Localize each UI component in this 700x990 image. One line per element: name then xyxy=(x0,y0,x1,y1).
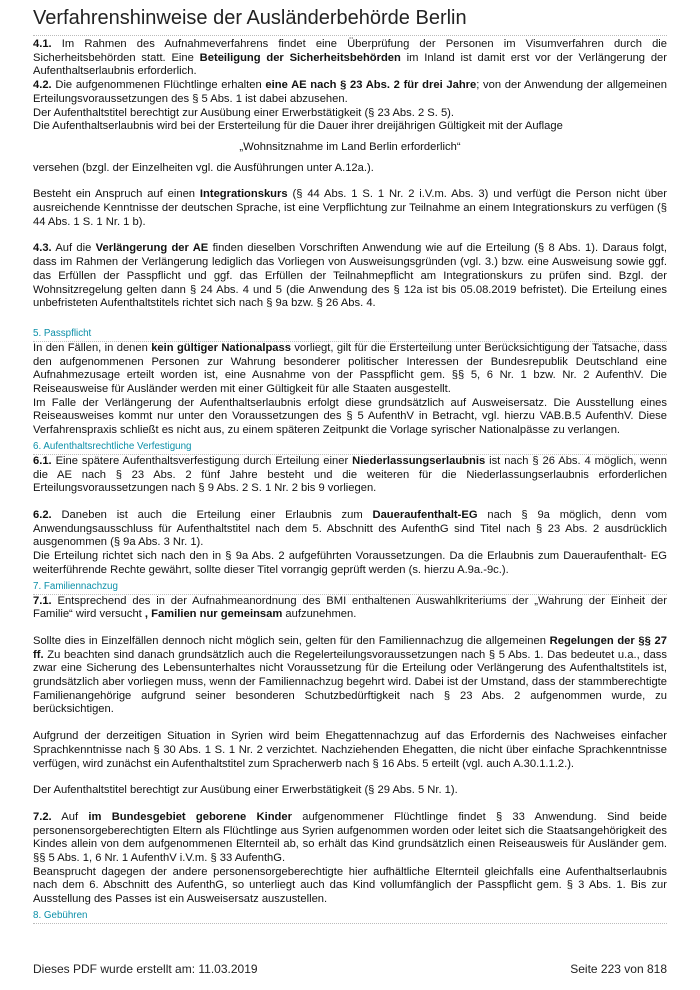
employment-permission-paragraph: Der Aufenthaltstitel berechtigt zur Ausübung einer Erwerbstätigkeit (§ 29 Abs. 5 Nr. 1). xyxy=(33,784,458,797)
paragraph-7-2: 7.2. Auf im Bundesgebiet geborene Kinder aufgenommener Flüchtlinge findet § 33 Anwendung. Sind beide personensorgeberechtigten Eltern als Flüchtlinge aus Syrien aufgenommen worden oder leitet sich die Staatsangehörigkeit des Kindes allein von dem aufgenommenen Elternteil ab, so erhält das Kind grundsätzlich einen Reiseausweis für Ausländer gem. §§ 5 Abs. 1, 6 Nr. 1 AufenthV i.V.m. § 33 AufenthG. xyxy=(33,810,667,865)
paragraph-4-2: 4.2. Die aufgenommenen Flüchtlinge erhalten eine AE nach § 23 Abs. 2 für drei Jahre; von der Anwendung der allgemeinen Erteilungsvoraussetzungen des § 5 Abs. 1 ist dabei abzusehen. xyxy=(33,79,667,105)
paragraph-number: 6.2. xyxy=(33,508,52,521)
paragraph-4-1: 4.1. Im Rahmen des Aufnahmeverfahrens findet eine Überprüfung der Personen im Visumverfahren durch die Sicherheitsbehörden statt. Eine Beteiligung der Sicherheitsbehörden im Inland ist damit erst vor der Verlängerung der Aufenthaltserlaubnis erforderlich. xyxy=(33,38,667,78)
passport-extension-paragraph: Im Falle der Verlängerung der Aufenthaltserlaubnis erfolgt diese grundsätzlich auf Ausweisersatz. Die Ausstellung eines Reiseausweises kommt nur unter den Voraussetzungen des § 5 AufenthV in Betracht, vgl. hierzu VAB.B.5 AufenthV. Diese Verfahrenspraxis schließt es nicht aus, zu einem späteren Zeitpunkt die Vorlage syrischer Nationalpässe zu verlangen. xyxy=(33,396,667,437)
paragraph-number: 6.1. xyxy=(33,454,52,467)
integration-course-paragraph: Besteht ein Anspruch auf einen Integrationskurs (§ 44 Abs. 1 S. 1 Nr. 2 i.V.m. Abs. 3) und verfügt die Person nicht über ausreichende Kenntnisse der deutschen Sprache, ist eine Verpflichtung zur Teilnahme an einem Integrationskurs zu verfügen (§ 44 Abs. 1 S. 1 Nr. 1 b). xyxy=(33,188,668,228)
paragraph-6-1: 6.1. Eine spätere Aufenthaltsverfestigung durch Erteilung einer Niederlassungserlaubnis ist nach § 26 Abs. 4 möglich, wenn die AE nach § 23 Abs. 2 fünf Jahre besteht und die weiteren für die Niederlassungserlaubnis erforderlichen Erteilungsvoraussetzungen nach § 9 Abs. 2 S. 1 Nr. 2 bis 9 vorliegen. xyxy=(33,454,667,495)
passport-obligation-paragraph: Beansprucht dagegen der andere personensorgeberechtigte hier aufhältliche Elternteil gleichfalls eine Aufenthaltserlaubnis nach dem 6. Abschnitt des AufenthG, so unterliegt auch das Kind vollumfänglich der Passpflicht gem. § 3 Abs. 1. Bis zur Ausstellung des Passes ist ein Ausweisersatz auszustellen. xyxy=(33,865,667,906)
paragraph-6-2: 6.2. Daneben ist auch die Erteilung einer Erlaubnis zum Daueraufenthalt-EG nach § 9a möglich, denn vom Anwendungsausschluss für Aufenthaltstitel nach dem 5. Abschnitt des AufenthG sind Titel nach § 23 Abs. 2 ausdrücklich ausgenommen (§ 9a Abs. 3 Nr. 1). xyxy=(33,508,667,549)
page-footer xyxy=(33,962,667,976)
section-heading-familiennachzug: 7. Familiennachzug xyxy=(33,580,667,595)
residence-condition-outro: versehen (bzgl. der Einzelheiten vgl. die Ausführungen unter A.12a.). xyxy=(33,161,374,174)
paragraph-number: 4.2. xyxy=(33,79,52,92)
residence-condition-quote: „Wohnsitznahme im Land Berlin erforderlich“ xyxy=(239,140,461,153)
document-body xyxy=(33,38,667,924)
section-heading-passpflicht: 5. Passpflicht xyxy=(33,327,667,342)
family-rules-paragraph: Sollte dies in Einzelfällen dennoch nicht möglich sein, gelten für den Familiennachzug die allgemeinen Regelungen der §§ 27 ff. Zu beachten sind danach grundsätzlich auch die Regelerteilungsvoraussetzungen nach § 5 Abs. 1. Das bedeutet u.a., dass zwar eine Sicherung des Lebensunterhaltes nicht Voraussetzung für die Erteilung oder Verlängerung des Aufenthaltstitels ist, grundsätzlich aber vorliegen muss, wenn der Familiennachzug begehrt wird. Dabei ist der Umstand, dass der stammberechtigte Familienangehörige aufgrund seiner besonderen Schutzbedürftigkeit nach § 23 Abs. 2 aufgenommen wurde, zu berücksichtigen. xyxy=(33,634,667,716)
paragraph-7-1: 7.1. Entsprechend des in der Aufnahmeanordnung des BMI enthaltenen Auswahlkriteriums der „Wahrung der Einheit der Familie“ wird versucht , Familien nur gemeinsam aufzunehmen. xyxy=(33,594,667,621)
paragraph-number: 4.1. xyxy=(33,38,52,50)
section-heading-verfestigung: 6. Aufenthaltsrechtliche Verfestigung xyxy=(33,440,667,455)
header-divider xyxy=(33,35,667,36)
employment-note: Der Aufenthaltstitel berechtigt zur Ausübung einer Erwerbstätigkeit (§ 23 Abs. 2 S. 5). xyxy=(33,106,455,119)
page-title: Verfahrenshinweise der Ausländerbehörde Berlin xyxy=(33,7,467,29)
spouse-language-paragraph: Aufgrund der derzeitigen Situation in Syrien wird beim Ehegattennachzug auf das Erfordernis des Nachweises einfacher Sprachkenntnisse nach § 30 Abs. 1 S. 1 Nr. 2 verzichtet. Nachziehenden Ehegatten, die nicht über einfache Sprachkenntnisse verfügen, wird zunächst ein Aufenthaltstitel zum Spracherwerb nach § 16 Abs. 5 erteilt (vgl. auch A.30.1.1.2.). xyxy=(33,730,667,770)
section-heading-gebuehren: 8. Gebühren xyxy=(33,909,667,924)
created-date: Dieses PDF wurde erstellt am: 11.03.2019 xyxy=(33,962,258,976)
residence-condition-intro: Die Aufenthaltserlaubnis wird bei der Ersterteilung für die Dauer ihrer dreijährigen Gültigkeit mit der Auflage xyxy=(33,120,563,133)
paragraph-number: 4.3. xyxy=(33,242,52,255)
paragraph-number: 7.2. xyxy=(33,810,52,823)
paragraph-number: 7.1. xyxy=(33,594,52,607)
page-number: Seite 223 von 818 xyxy=(570,962,667,976)
passport-paragraph: In den Fällen, in denen kein gültiger Nationalpass vorliegt, gilt für die Ersterteilung unter Berücksichtigung der Tatsache, dass den aufgenommenen Personen zur Wahrung besonderer politischer Interessen der Bundesrepublik Deutschland eine Aufnahmezusage erteilt worden ist, eine Ausnahme von der Passpflicht gem. §§ 5, 6 Nr. 1 bzw. Nr. 2 AufenthV. Die Reiseausweise für Ausländer werden mit einer Gültigkeit für alle Staaten ausgestellt. xyxy=(33,341,668,396)
permanent-residence-paragraph: Die Erteilung richtet sich nach den in § 9a Abs. 2 aufgeführten Voraussetzungen. Da die Erlaubnis zum Daueraufenthalt- EG weiterführende Rechte gewährt, sollte dieser Titel vorrangig geprüft werden (s. hierzu A.9a.-9c.). xyxy=(33,550,667,576)
paragraph-4-3: 4.3. Auf die Verlängerung der AE finden dieselben Vorschriften Anwendung wie auf die Erteilung (§ 8 Abs. 1). Daraus folgt, dass im Rahmen der Verlängerung lediglich das Vorliegen von Ausweisungsgründen (vgl. 3.) bzw. eine Ausweisung sowie ggf. das Erfüllen der Passpflicht und ggf. das Erfüllen der Teilnahmepflicht am Integrationskurs zu prüfen sind. Bzgl. der Wohnsitzregelung gelten dann § 24 Abs. 4 und 5 (die Anwendung des § 12a ist bis 05.08.2019 befristet). Die Erteilung eines unbefristeten Aufenthaltstitels richtet sich nach § 9a bzw. § 26 Abs. 4. xyxy=(33,242,668,310)
